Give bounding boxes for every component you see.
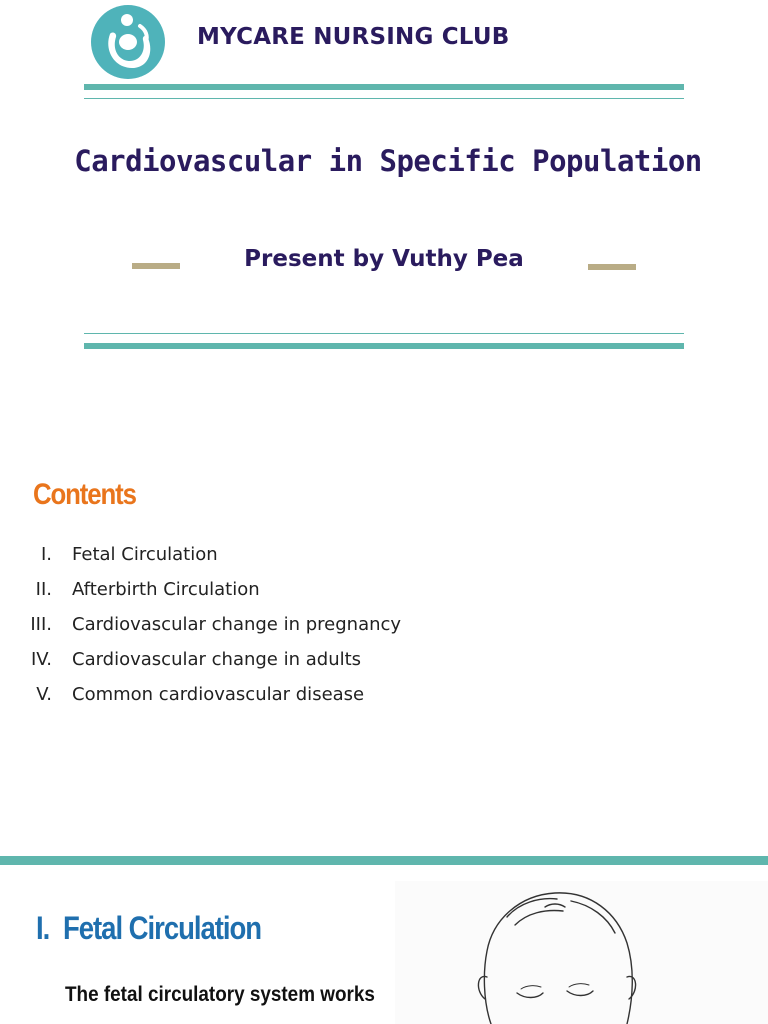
club-name: MYCARE NURSING CLUB [197,24,510,50]
list-item-label: Afterbirth Circulation [72,579,260,600]
list-item-number: V. [36,684,52,705]
section-number: I. [36,910,50,946]
fetal-circulation-slide [0,865,768,1024]
list-item [0,684,500,719]
list-item-number: II. [35,579,52,600]
contents-slide [0,430,768,856]
list-item-number: I. [40,544,52,565]
list-item-label: Cardiovascular change in adults [72,649,362,670]
section-title: Fetal Circulation [62,910,262,946]
deck-title: Cardiovascular in Specific Population [74,144,702,178]
list-item-label: Common cardiovascular disease [72,684,365,705]
section-body-text: The fetal circulatory system works [65,983,375,1006]
title-slide [0,0,768,430]
contents-title: Contents [33,478,136,511]
list-item-number: IV. [30,649,52,670]
presenter-line: Present by Vuthy Pea [244,246,524,272]
contents-list [0,544,500,719]
bottom-thick-rule [84,343,684,349]
list-item-label: Cardiovascular change in pregnancy [72,614,402,635]
list-item-label: Fetal Circulation [72,544,218,565]
slide-divider [0,856,768,865]
list-item [0,614,500,649]
sleeping-baby-icon [395,881,768,1024]
list-item [0,544,500,579]
right-dash-ornament [588,264,636,270]
mother-child-logo-icon [90,4,166,80]
section-heading [36,910,261,947]
list-item [0,649,500,684]
top-thin-rule [84,98,684,99]
top-thick-rule [84,84,684,90]
list-item-number: III. [30,614,52,635]
bottom-thin-rule [84,333,684,334]
list-item [0,579,500,614]
